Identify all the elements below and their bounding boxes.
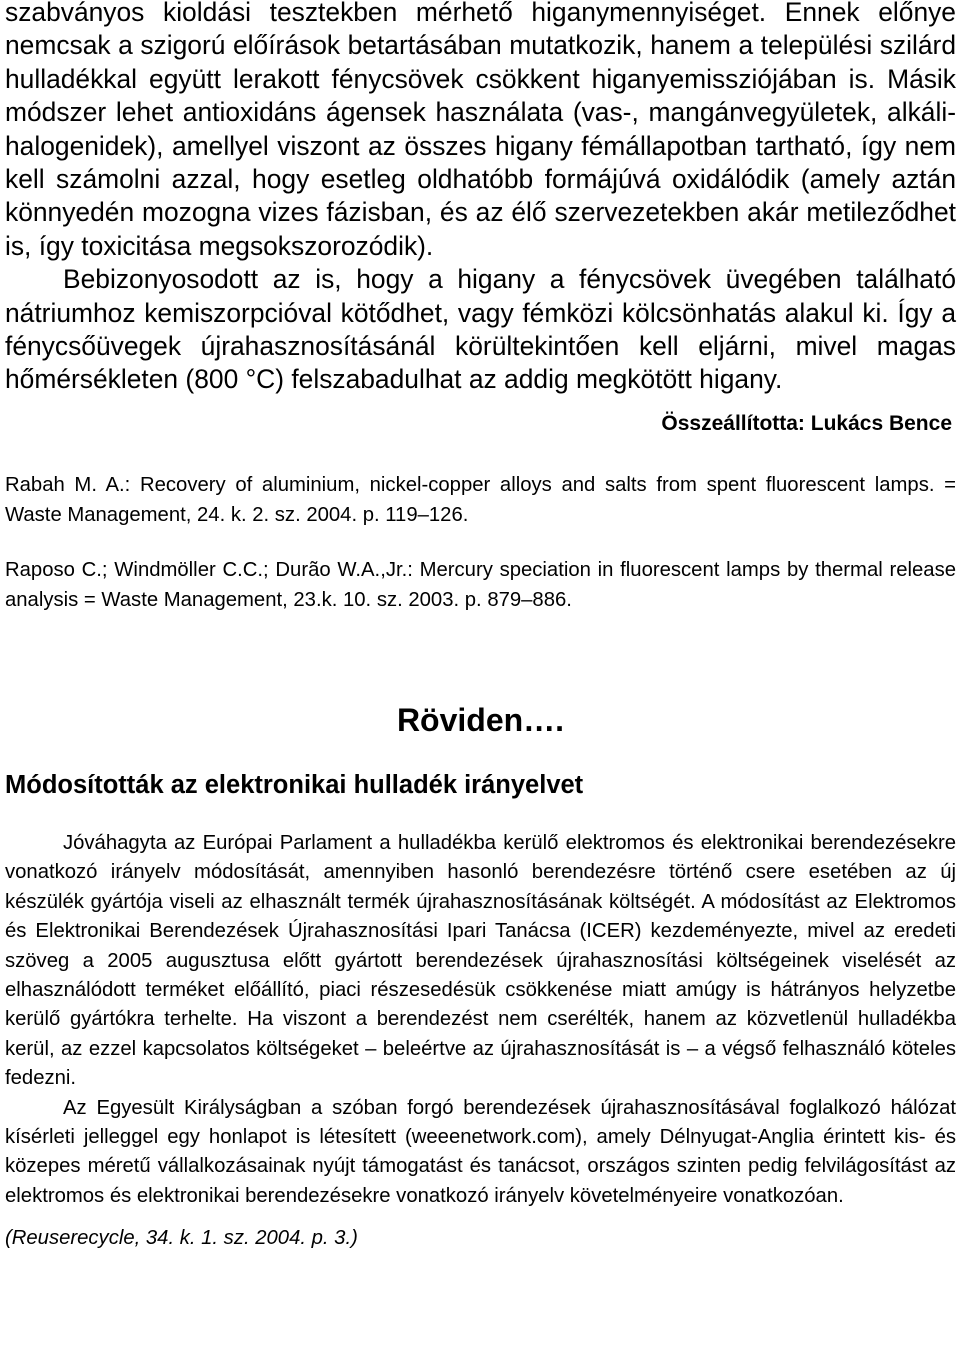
- article-paragraph: Jóváhagyta az Európai Parlament a hulladékba kerülő elektromos és elektronikai berendezésekre vonatkozó irányelv módosítását, amennyiben hasonló berendezésre történő csere esetében az új készülék gyártója viseli az elhasznált termék újrahasznosításának költségét. A módosítást az Elektromos és Elektronikai Berendezések Újrahasznosítási Ipari Tanácsa (ICER) kezdeményezte, mivel az eredeti szöveg a 2005 augusztusa előtt gyártott berendezések újrahasznosítási költségeinek viselését az elhasználódott terméket előállító, piaci részesedésük csökkenése miatt amúgy is hátrányos helyzetbe kerülő gyártókra terhelte. Ha viszont a berendezést nem cserélték, hanem az közvetlenül hulladékba kerül, az ezzel kapcsolatos költségeket – beleértve az újrahasznosítását is – a végső felhasználó köteles fedezni.: [5, 831, 956, 1090]
- reference-item: Rabah M. A.: Recovery of aluminium, nickel-copper alloys and salts from spent fluorescent lamps. = Waste Management, 24. k. 2. sz. 2004. p. 119–126.: [5, 473, 956, 526]
- body-paragraph: Bebizonyosodott az is, hogy a higany a fénycsövek üvegében található nátriumhoz kemiszorpcióval kötődhet, vagy fémközi kölcsönhatás alakul ki. Így a fénycsőüvegek újrahasznosításánál körültekintően kell eljárni, mivel magas hőmérsékleten (800 °C) felszabadulhat az addig megkötött higany.: [5, 264, 956, 395]
- document-page: [5, 0, 956, 1251]
- author-credit: Összeállította: Lukács Bence: [661, 411, 952, 435]
- reference-item: Raposo C.; Windmöller C.C.; Durão W.A.,Jr.: Mercury speciation in fluorescent lamps by thermal release analysis = Waste Management, 23.k. 10. sz. 2003. p. 879–886.: [5, 558, 956, 611]
- body-paragraph-continued: szabványos kioldási tesztekben mérhető higanymennyiséget. Ennek előnye nemcsak a szigorú előírások betartásában mutatkozik, hanem a települési szilárd hulladékkal együtt lerakott fénycsövek csökkent higanyemissziójában is. Másik módszer lehet antioxidáns ágensek használata (vas-, mangánvegyületek, alkáli-halogenidek), amellyel viszont az összes higany fémállapotban tartható, így nem kell számolni azzal, hogy esetleg oldhatóbb formájúvá oxidálódik (amely aztán könnyedén mozogna vizes fázisban, és az élő szervezetekben akár metileződhet is, így toxicitása megsokszorozódik).: [5, 0, 956, 261]
- article-title: Módosították az elektronikai hulladék irányelvet: [5, 770, 584, 799]
- article-paragraph: Az Egyesült Királyságban a szóban forgó berendezések újrahasznosításával foglalkozó hálózat kísérleti jelleggel egy honlapot is létesített (weeenetwork.com), amely Délnyugat-Anglia érintett kis- és közepes méretű vállalkozásainak nyújt támogatást és tanácsot, országos szinten pedig felvilágosítást az elektromos és elektronikai berendezésekre vonatkozó irányelv követelményeire vonatkozóan.: [5, 1096, 956, 1207]
- article-source: (Reuserecycle, 34. k. 1. sz. 2004. p. 3.): [5, 1227, 358, 1250]
- section-heading: Röviden….: [396, 701, 565, 738]
